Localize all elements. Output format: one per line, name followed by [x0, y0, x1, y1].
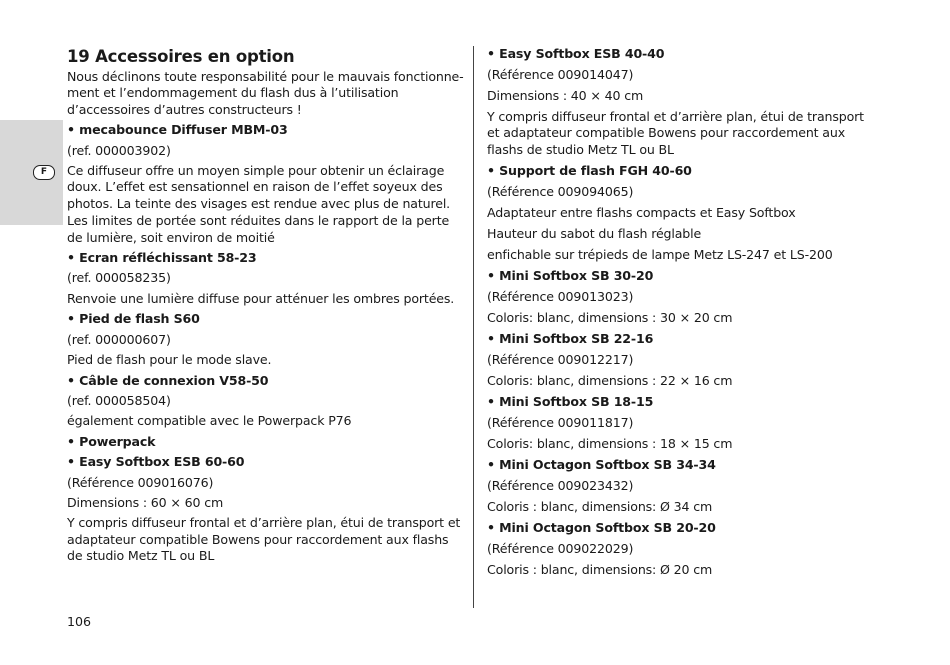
item-desc-cable: également compatible avec le Powerpack P76	[67, 413, 352, 429]
item-title-pied: • Pied de flash S60	[67, 311, 200, 327]
item-desc-sb1815: Coloris: blanc, dimensions : 18 × 15 cm	[487, 435, 733, 451]
item-title-esb6060: • Easy Softbox ESB 60-60	[67, 454, 245, 470]
item-ref-esb4040: (Référence 009014047)	[487, 67, 634, 82]
item-desc-fgh-tripod: enfichable sur trépieds de lampe Metz LS-247 et LS-200	[487, 246, 833, 262]
item-title-sb2216: • Mini Softbox SB 22-16	[487, 330, 654, 346]
item-ref-sb3020: (Référence 009013023)	[487, 288, 634, 304]
item-title-esb4040: • Easy Softbox ESB 40-40	[487, 46, 665, 61]
item-ref-oct3434: (Référence 009023432)	[487, 477, 634, 493]
item-desc-ecran: Renvoie une lumière diffuse pour atténuer les ombres portées.	[67, 290, 455, 306]
item-desc-oct2020: Coloris : blanc, dimensions: Ø 20 cm	[487, 561, 713, 577]
item-desc-fgh-adapter: Adaptateur entre flashs compacts et Easy Softbox	[487, 204, 796, 220]
item-ref-esb6060: (Référence 009016076)	[67, 474, 214, 490]
item-dim-esb4040: Dimensions : 40 × 40 cm	[487, 88, 644, 103]
item-title-oct3434: • Mini Octagon Softbox SB 34-34	[487, 456, 716, 472]
item-desc-oct3434: Coloris : blanc, dimensions: Ø 34 cm	[487, 498, 713, 514]
item-desc-sb2216: Coloris: blanc, dimensions : 22 × 16 cm	[487, 372, 733, 388]
item-title-cable: • Câble de connexion V58-50	[67, 372, 269, 388]
right-column	[487, 46, 877, 578]
disclaimer-paragraph: Nous déclinons toute responsabilité pour le mauvais fonctionne-ment et l’endommagement du flash dus à l’utilisation d’accessoires d’autres constructeurs !	[67, 69, 464, 117]
item-ref-sb2216: (Référence 009012217)	[487, 351, 634, 367]
left-column	[67, 46, 467, 565]
item-desc-esb6060: Y compris diffuseur frontal et d’arrière plan, étui de transport et adaptateur compatible Bowens pour raccordement aux flashs de studio Metz TL ou BL	[67, 515, 461, 564]
item-ref-sb1815: (Référence 009011817)	[487, 414, 634, 430]
section-title: 19 Accessoires en option	[67, 47, 295, 66]
item-desc-esb4040: Y compris diffuseur frontal et d’arrière plan, étui de transport et adaptateur compatible Bowens pour raccordement aux flashs de studio Metz TL ou BL	[487, 109, 864, 157]
item-title-sb3020: • Mini Softbox SB 30-20	[487, 267, 654, 283]
item-ref-cable: (ref. 000058504)	[67, 392, 171, 408]
item-desc-mbm: Ce diffuseur offre un moyen simple pour obtenir un éclairage doux. L’effet est sensationnel en raison de l’effet soyeux des photos. La teinte des visages est rendue avec plus de naturel.	[67, 163, 451, 211]
item-ref-mbm: (ref. 000003902)	[67, 142, 171, 158]
item-title-powerpack: • Powerpack	[67, 433, 156, 449]
item-ref-fgh: (Référence 009094065)	[487, 183, 634, 199]
item-title-fgh: • Support de flash FGH 40-60	[487, 162, 692, 178]
column-divider	[473, 46, 474, 608]
item-title-sb1815: • Mini Softbox SB 18-15	[487, 393, 654, 409]
language-badge: F	[33, 165, 55, 180]
item-title-mbm: • mecabounce Diffuser MBM-03	[67, 122, 288, 138]
item-dim-esb6060: Dimensions : 60 × 60 cm	[67, 494, 224, 510]
item-title-oct2020: • Mini Octagon Softbox SB 20-20	[487, 519, 716, 535]
item-ref-oct2020: (Référence 009022029)	[487, 540, 634, 556]
page-number: 106	[67, 614, 92, 629]
item-desc-mbm-range: Les limites de portée sont réduites dans le rapport de la perte de lumière, soit environ de moitié	[67, 213, 450, 245]
item-desc-sb3020: Coloris: blanc, dimensions : 30 × 20 cm	[487, 309, 733, 325]
item-title-ecran: • Ecran réfléchissant 58-23	[67, 250, 257, 266]
item-desc-fgh-height: Hauteur du sabot du flash réglable	[487, 225, 702, 241]
item-desc-pied: Pied de flash pour le mode slave.	[67, 352, 272, 368]
item-ref-pied: (ref. 000000607)	[67, 331, 171, 347]
item-ref-ecran: (ref. 000058235)	[67, 270, 171, 286]
